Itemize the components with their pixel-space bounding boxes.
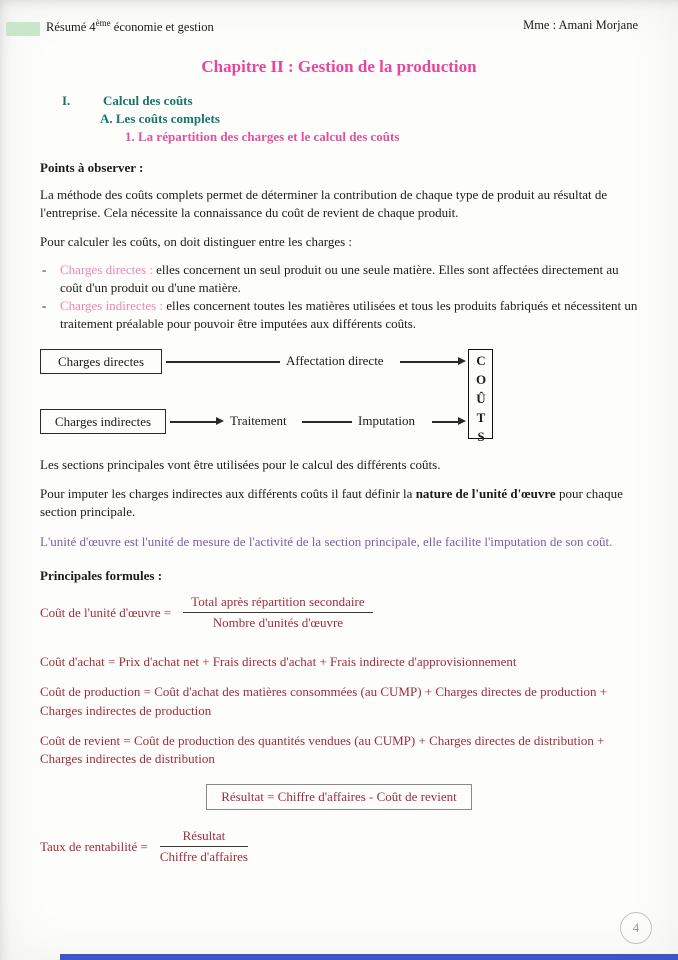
- outline-item-1-label: Calcul des coûts: [103, 93, 193, 109]
- paragraph-method: La méthode des coûts complets permet de déterminer la contribution de chaque type de produit au résultat de l'entreprise. Cela nécessite la connaissance du coût de revient de chaque produit.: [40, 187, 608, 221]
- arrow-right-icon: [458, 417, 466, 425]
- bullet-label-charges-indirectes: Charges indirectes :: [60, 298, 164, 314]
- footer-blue-bar: [60, 954, 678, 960]
- fraction-denominator: Nombre d'unités d'œuvre: [212, 615, 344, 631]
- formules-heading: Principales formules :: [40, 568, 163, 584]
- charges-directes-box: Charges directes: [40, 349, 162, 374]
- header-left-pre: Résumé 4: [46, 20, 96, 35]
- charges-flow-diagram: [40, 349, 638, 449]
- connector-line: [432, 421, 458, 422]
- result-box-wrapper: [40, 784, 638, 810]
- formula-cout-production: Coût de production = Coût d'achat des matières consommées (au CUMP) + Charges directes de production + Charges indirectes de production: [40, 684, 608, 718]
- header-right-text: Mme : Amani Morjane: [523, 18, 638, 32]
- paragraph-imputer-pre: Pour imputer les charges indirectes aux différents coûts il faut définir la: [40, 485, 416, 501]
- bullet-dash: -: [42, 261, 47, 277]
- outline-level-3: 1. La répartition des charges et le calcul des coûts: [125, 129, 400, 145]
- formula-rentabilite-label: Taux de rentabilité =: [40, 838, 148, 854]
- fraction-numerator: Total après répartition secondaire: [183, 594, 372, 613]
- list-item: [40, 297, 638, 333]
- affectation-directe-label: Affectation directe: [286, 353, 384, 369]
- header-left-post: économie et gestion: [110, 20, 214, 35]
- couts-box: [468, 349, 493, 449]
- outline-numeral: I.: [62, 93, 71, 109]
- outline-level-1: [40, 93, 638, 109]
- formula-unit-cost-label: Coût de l'unité d'œuvre =: [40, 604, 172, 620]
- paragraph-distinguish: Pour calculer les coûts, on doit distinguer entre les charges :: [40, 233, 353, 249]
- formula-unit-cost: [40, 594, 638, 631]
- imputation-label: Imputation: [358, 413, 416, 429]
- arrow-right-icon: [216, 417, 224, 425]
- paragraph-imputer-post: pour chaque section principale.: [40, 485, 623, 519]
- paragraph-imputer: [40, 485, 638, 521]
- page-number: 4: [632, 920, 640, 935]
- highlighter-mark: [6, 22, 40, 36]
- fraction: [183, 594, 372, 631]
- charges-indirectes-box: Charges indirectes: [40, 409, 166, 434]
- list-item: [40, 261, 638, 297]
- fraction-denominator: Chiffre d'affaires: [159, 849, 248, 865]
- arrow-right-icon: [458, 357, 466, 365]
- bullet-label-charges-directes: Charges directes :: [60, 261, 153, 277]
- formula-cout-achat: Coût d'achat = Prix d'achat net + Frais directs d'achat + Frais indirecte d'approvisionnement: [40, 654, 517, 670]
- resultat-formula-box: Résultat = Chiffre d'affaires - Coût de revient: [206, 784, 472, 810]
- traitement-label: Traitement: [230, 413, 287, 429]
- bullet-dash: -: [42, 298, 47, 314]
- header-left-text: [46, 18, 214, 35]
- fraction-numerator: Résultat: [160, 828, 248, 847]
- paragraph-sections: Les sections principales vont être utilisées pour le calcul des différents coûts.: [40, 457, 441, 473]
- page-number-badge: [620, 912, 652, 944]
- couts-vertical-text: COÛTS: [473, 353, 489, 449]
- fraction: [160, 828, 248, 865]
- connector-line: [170, 421, 216, 422]
- formula-rentabilite: [40, 828, 638, 865]
- formula-cout-revient: Coût de revient = Coût de production des quantités vendues (au CUMP) + Charges directes de distribution + Charges indirectes de distribution: [40, 732, 605, 766]
- outline-level-2: A. Les coûts complets: [100, 111, 220, 127]
- paragraph-imputer-bold: nature de l'unité d'œuvre: [415, 485, 556, 501]
- page-header: [40, 18, 638, 35]
- bullet-text: elles concernent un seul produit ou une seule matière. Elles sont affectées directement au coût d'un produit ou d'une matière.: [60, 261, 619, 295]
- connector-line: [166, 361, 280, 362]
- connector-line: [302, 421, 352, 422]
- bullet-text: elles concernent toutes les matières utilisées et tous les produits fabriqués et nécessitent un traitement préalable pour pouvoir être imputées aux différents coûts.: [60, 298, 638, 332]
- page-title: Chapitre II : Gestion de la production: [201, 57, 477, 77]
- points-heading: Points à observer :: [40, 160, 144, 176]
- paragraph-unite-oeuvre: L'unité d'œuvre est l'unité de mesure de l'activité de la section principale, elle facilite l'imputation de son coût.: [40, 534, 613, 550]
- header-left-superscript: ème: [95, 18, 111, 28]
- charges-bullet-list: [40, 261, 638, 334]
- connector-line: [400, 361, 458, 362]
